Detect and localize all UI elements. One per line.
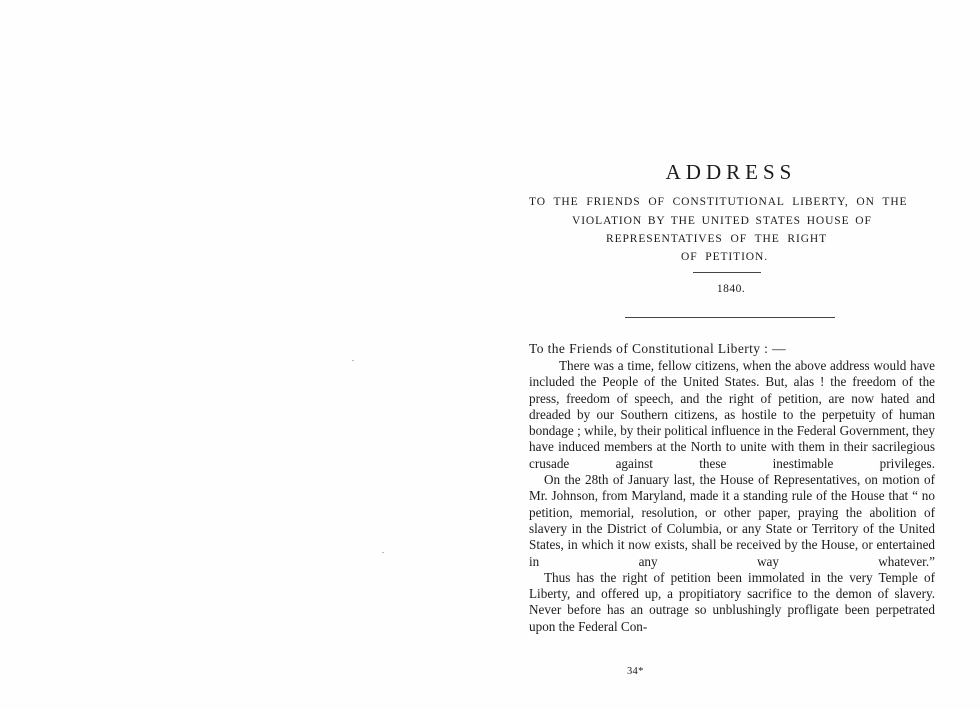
subtitle-line: VIOLATION BY THE UNITED STATES HOUSE OF	[572, 215, 872, 227]
text-line: would have included the People of the United States.	[529, 358, 936, 390]
page-folio: 34*	[627, 666, 644, 677]
scan-speck	[382, 552, 384, 553]
text-line: Thus has the right of petition been immolated in the	[544, 569, 844, 585]
scan-speck	[352, 360, 354, 361]
text-line: sacrilegious crusade against these inestimable privileges.	[529, 439, 935, 471]
year: 1840.	[716, 283, 746, 295]
text-line: But, alas ! the freedom of the press, freedom of speech, and the	[529, 374, 936, 406]
subtitle-line: OF PETITION.	[681, 251, 768, 263]
text-line: very Temple of Liberty, and offered up, a propitiatory sacrifice	[529, 569, 935, 602]
body-text	[529, 358, 935, 635]
text-line: On the 28th of January last, the House of Representatives,	[544, 472, 861, 488]
text-line: on motion of Mr. Johnson, from Maryland, made it a standing	[529, 472, 935, 504]
text-line: rule of the House that “ no petition, memorial, resolution, or	[529, 488, 935, 520]
text-line: which it now exists, shall be received by the House, or	[581, 537, 873, 553]
subtitle-line: TO THE FRIENDS OF CONSTITUTIONAL LIBERTY, ON THE	[529, 196, 908, 208]
short-rule	[693, 272, 761, 273]
document-title: ADDRESS	[665, 160, 797, 184]
text-line: citizens, as hostile to the perpetuity of human bondage ; while,	[529, 406, 935, 439]
text-line: There was a time, fellow citizens, when the above address	[559, 358, 870, 373]
text-line: right of petition, are now hated and dreaded by our Southern	[529, 390, 936, 422]
text-line: other paper, praying the abolition of slavery in the District of	[529, 504, 935, 536]
text-line: to the demon of slavery. Never before has an outrage so	[529, 586, 935, 618]
paragraph	[529, 472, 935, 570]
subtitle-line: REPRESENTATIVES OF THE RIGHT	[606, 233, 828, 245]
text-line: entertained in any way whatever.”	[529, 537, 936, 569]
paragraph	[529, 570, 935, 635]
salutation: To the Friends of Constitutional Liberty : —	[529, 341, 787, 356]
text-line: by their political influence in the Federal Government, they	[620, 423, 936, 439]
text-line: unblushingly profligate been perpetrated upon the Federal Con-	[529, 602, 936, 634]
section-divider	[625, 317, 835, 318]
text-line: have induced members at the North to unite with them in their	[529, 439, 868, 455]
paragraph	[529, 358, 935, 472]
text-line: Columbia, or any State or Territory of the United States, in	[529, 520, 935, 553]
